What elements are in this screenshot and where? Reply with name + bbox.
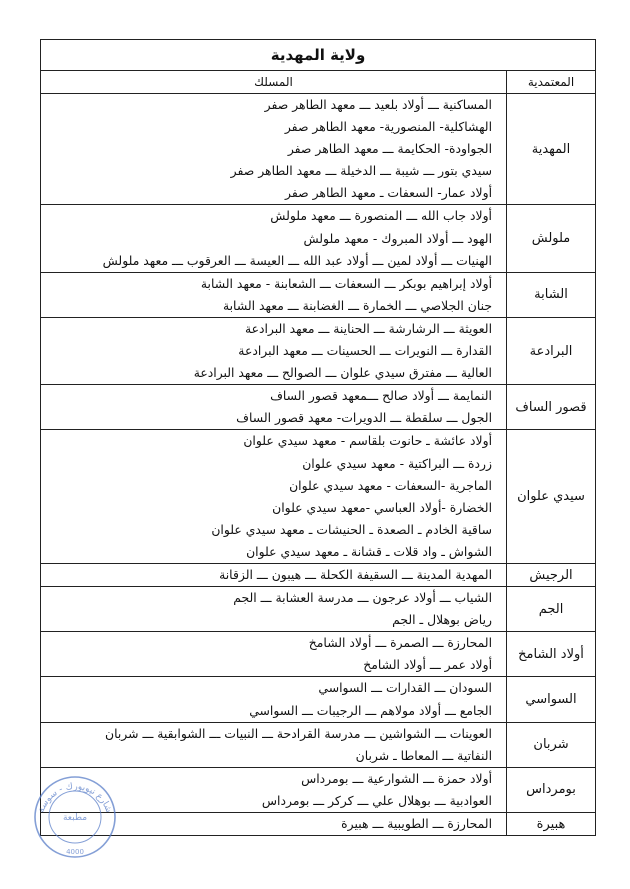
table-title: ولاية المهدية <box>41 40 596 71</box>
route-item: النمايمة ـــ أولاد صالح ـــمعهد قصور الساف <box>270 388 493 404</box>
delegation-row <box>41 563 596 586</box>
routes-cell <box>41 205 507 272</box>
routes-cell <box>41 677 507 722</box>
route-item: العويثة ـــ الرشارشة ـــ الحناينة ـــ معهد البرادعة <box>244 320 493 336</box>
route-item: النفاتية ـــ المعاطا ـ شربان <box>355 747 493 763</box>
stamp-inner-text: مطبعة <box>62 813 88 823</box>
route-item: الشواش ـ واد قلات ـ قشانة ـ معهد سيدي علوان <box>246 543 493 559</box>
routes-cell <box>41 317 507 384</box>
route-item: ساقية الخادم ـ الصعدة ـ الحنيشات ـ معهد سيدي علوان <box>211 521 493 537</box>
route-item: العوادبية ـــ بوهلال علي ـــ كركر ـــ بومرداس <box>261 792 493 808</box>
route-item: الماجرية -السعفات - معهد سيدي علوان <box>289 477 493 493</box>
delegation-row <box>41 317 596 384</box>
delegation-row <box>41 272 596 317</box>
stamp-outer-text: شارع نيويورك - سوسة <box>36 781 114 815</box>
route-item: أولاد جاب الله ـــ المنصورة ـــ معهد ملولش <box>270 208 493 224</box>
route-item: المحارزة ـــ الصمرة ـــ أولاد الشامخ <box>308 635 493 651</box>
routes-cell <box>41 430 507 564</box>
delegation-name: سيدي علوان <box>507 430 596 564</box>
route-item: العالية ـــ مفترق سيدي علوان ـــ الصوالح ـــ معهد البرادعة <box>193 365 493 381</box>
delegation-row <box>41 587 596 632</box>
delegation-name: المهدية <box>507 94 596 205</box>
routes-cell <box>41 632 507 677</box>
route-item: الشياب ـــ أولاد عرجون ـــ مدرسة العشابة ـــ الجم <box>233 590 493 606</box>
delegation-name: الشابة <box>507 272 596 317</box>
route-item: الهشاكلية- المنصورية- معهد الطاهر صفر <box>284 119 493 135</box>
route-item: الهود ـــ أولاد المبروك - معهد ملولش <box>303 230 493 246</box>
delegation-name: الرجيش <box>507 563 596 586</box>
printer-stamp <box>30 772 120 862</box>
title-row <box>41 40 596 71</box>
route-item: الخضارة -أولاد العباسي -معهد سيدي علوان <box>272 499 493 515</box>
delegation-row <box>41 722 596 767</box>
header-route: المسلك <box>41 71 507 94</box>
delegation-row <box>41 205 596 272</box>
delegation-name: ملولش <box>507 205 596 272</box>
route-item: أولاد حمزة ـــ الشوارعية ـــ بومرداس <box>301 770 493 786</box>
delegation-name: قصور الساف <box>507 385 596 430</box>
delegation-name: الجم <box>507 587 596 632</box>
routes-cell <box>41 94 507 205</box>
route-item: زردة ـــ البراكتية - معهد سيدي علوان <box>302 455 493 471</box>
delegation-row <box>41 430 596 564</box>
delegation-row <box>41 767 596 812</box>
route-item: المحارزة ـــ الطويبية ـــ هبيرة <box>341 816 493 831</box>
route-item: المساكنية ـــ أولاد بلعيد ـــ معهد الطاهر صفر <box>264 97 493 112</box>
route-item: المهدية المدينة ـــ السقيفة الكحلة ـــ هيبون ـــ الزقانة <box>219 566 493 582</box>
route-item: جنان الجلاصي ـــ الخمارة ـــ الغضابنة ـــ معهد الشابة <box>222 297 493 313</box>
route-item: الجامع ـــ أولاد مولاهم ـــ الرجيبات ـــ السواسي <box>249 702 493 718</box>
header-delegation: المعتمدية <box>507 71 596 94</box>
route-item: أولاد عائشة ـ حانوت بلقاسم - معهد سيدي علوان <box>243 433 493 449</box>
delegation-row <box>41 632 596 677</box>
delegation-name: شربان <box>507 722 596 767</box>
routes-cell <box>41 722 507 767</box>
route-item: القدارة ـــ النويرات ـــ الحسينات ـــ معهد البرادعة <box>238 343 493 359</box>
stamp-code: 4000 <box>66 848 84 856</box>
routes-cell <box>41 563 507 586</box>
routes-cell <box>41 587 507 632</box>
delegation-name: بومرداس <box>507 767 596 812</box>
route-item: الجول ـــ سلقطة ـــ الدويرات- معهد قصور الساف <box>236 410 493 426</box>
delegation-name: هبيرة <box>507 813 596 836</box>
route-item: الهنيات ـــ أولاد لمين ـــ أولاد عبد الله ـــ العيسة ـــ العرقوب ـــ معهد ملولش <box>102 252 493 268</box>
delegation-name: أولاد الشامخ <box>507 632 596 677</box>
route-item: أولاد إبراهيم بوبكر ـــ السعفات ـــ الشعابنة - معهد الشابة <box>200 275 493 291</box>
delegation-row <box>41 677 596 722</box>
delegation-row <box>41 94 596 205</box>
route-item: سيدي بتور ـــ شيبة ـــ الدخيلة ـــ معهد الطاهر صفر <box>230 163 493 179</box>
header-row <box>41 71 596 94</box>
routes-cell <box>41 385 507 430</box>
delegation-name: البرادعة <box>507 317 596 384</box>
delegation-name: السواسي <box>507 677 596 722</box>
route-item: العوينات ـــ الشواشين ـــ مدرسة القرادحة ـــ النبيات ـــ الشوابقية ـــ شربان <box>104 725 493 741</box>
route-item: السودان ـــ القدارات ـــ السواسي <box>318 680 493 696</box>
routes-cell <box>41 272 507 317</box>
table-body <box>41 94 596 836</box>
route-item: أولاد عمر ـــ أولاد الشامخ <box>363 657 493 673</box>
routes-table <box>40 39 596 836</box>
delegation-row <box>41 813 596 836</box>
delegation-row <box>41 385 596 430</box>
route-item: أولاد عمار- السعفات ـ معهد الطاهر صفر <box>285 185 493 201</box>
route-item: رياض بوهلال ـ الجم <box>392 612 493 628</box>
route-item: الجواودة- الحكايمة ـــ معهد الطاهر صفر <box>287 141 493 157</box>
